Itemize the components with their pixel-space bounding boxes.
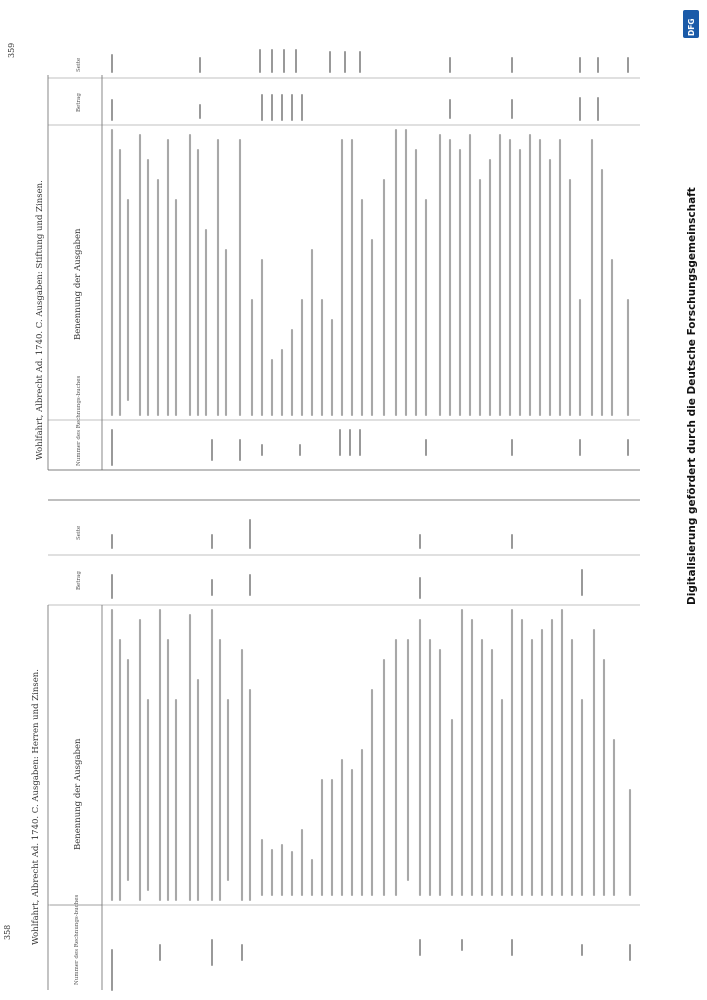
right-page-number: 359 [7, 42, 16, 58]
left-header-col1: Nummer des Rechnungs-buches [74, 894, 80, 985]
right-page [7, 43, 640, 470]
left-page [3, 500, 640, 990]
right-header-col4: Seite [76, 57, 82, 72]
left-header-col4: Seite [76, 525, 82, 540]
right-header-col2: Benennung der Ausgaben [73, 228, 83, 340]
dfg-credit-text: Digitalisierung gefördert durch die Deutsche Forschungsgemeinschaft [686, 187, 698, 605]
left-header-col2: Benennung der Ausgaben [73, 738, 83, 850]
left-header-col3: Betrag [76, 571, 82, 590]
right-header-col3: Betrag [76, 93, 82, 112]
left-page-number: 358 [3, 924, 12, 940]
right-running-head: Wohlfahrt, Albrecht Ad. 1740. C. Ausgaben: Stiftung und Zinsen. [35, 180, 45, 460]
left-running-head: Wohlfahrt, Albrecht Ad. 1740. C. Ausgaben: Herren und Zinsen. [31, 669, 41, 945]
dfg-badge-label: DFG [687, 18, 696, 36]
dfg-credit [683, 10, 699, 605]
right-body-text [112, 130, 628, 415]
left-body-text [112, 610, 630, 900]
right-header-col1: Nummer des Rechnungs-buches [76, 375, 82, 466]
